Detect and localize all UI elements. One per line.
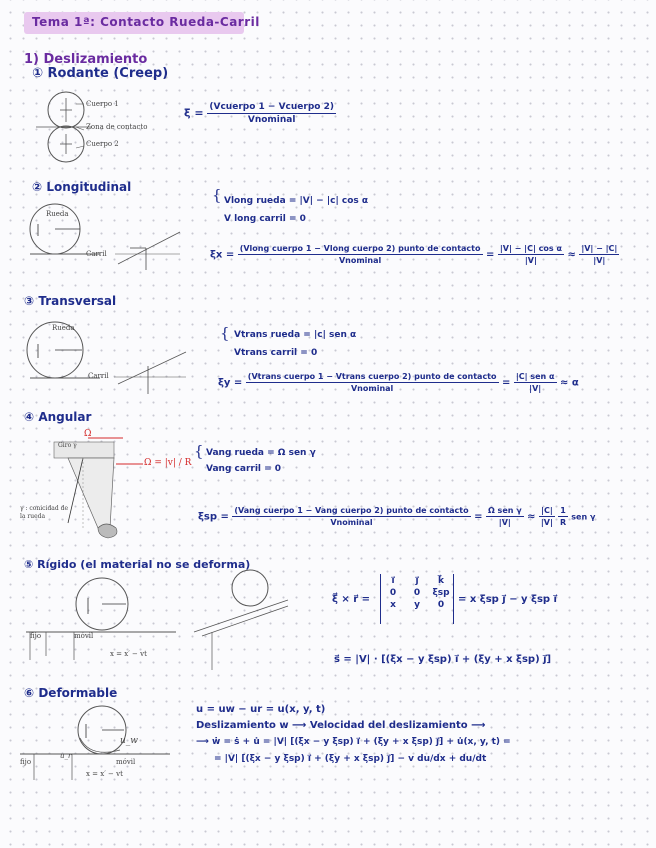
heading-transversal: ③ Transversal xyxy=(24,294,117,308)
label-movil-def: móvil xyxy=(116,758,136,766)
creep-fraction xyxy=(207,102,336,125)
label-xeq-def: x = x′ − vt xyxy=(86,770,123,778)
section-heading-deslizamiento: 1) Deslizamiento xyxy=(24,52,148,67)
label-body2: Cuerpo 2 xyxy=(86,140,119,148)
label-xeq-rig: x = x′ − vt xyxy=(110,650,147,658)
sys-trans-1: Vtrans rueda = |c| sen α xyxy=(234,330,357,340)
cross-lhs: ξ⃗ × r⃗ = xyxy=(332,594,371,605)
label-rueda-trans: Rueda xyxy=(52,324,75,332)
brace-long: { xyxy=(212,186,222,204)
brace-ang: { xyxy=(194,442,204,460)
creep-numerator: (Vcuerpo 1 − Vcuerpo 2) xyxy=(209,102,334,112)
sys-long-1: Vlong rueda = |V| − |c| cos α xyxy=(224,196,369,206)
page-title: Tema 1ª: Contacto Rueda-Carril xyxy=(32,15,260,29)
deform-line-2: Deslizamiento w ⟶ Velocidad del deslizamiento ⟶ xyxy=(196,720,486,731)
conicity-label: γ : conicidad de la rueda xyxy=(20,505,69,520)
label-carril-trans: Carril xyxy=(88,372,109,380)
creep-eq-lhs: ξ = xyxy=(184,106,204,120)
label-carril-long: Carril xyxy=(86,250,107,258)
xi-sp-equation: ξsp = $\frac{\text{(Vang cuerpo 1 − Vang cuerpo 2) punto de contacto}}{\text{Vnominal}}$ = $\frac{\text{Ω sen γ}}{|V|}$ ≈ $\frac{|C|}{|V|}$ $\frac{1}{R}$ sen γ xyxy=(198,506,596,527)
angular-figure xyxy=(28,428,188,538)
label-ur: u_r xyxy=(60,752,72,760)
brace-trans: { xyxy=(220,324,230,342)
sys-long-2: V long carril = 0 xyxy=(224,214,306,224)
xi-y-fraction: $\frac{\text{(Vtrans cuerpo 1 − Vtrans cuerpo 2) punto de contacto}}{\text{Vnominal}}$ xyxy=(247,372,497,393)
sys-ang-2: Vang carril = 0 xyxy=(206,464,282,474)
heading-deformable: ⑥ Deformable xyxy=(24,686,118,700)
label-uw: u_w xyxy=(120,736,138,746)
heading-rodante: ① Rodante (Creep) xyxy=(32,66,169,81)
label-fijo-rig: fijo xyxy=(30,632,42,640)
label-rueda-long: Rueda xyxy=(46,210,69,218)
xi-x-equation: ξx = $\frac{\text{(Vlong cuerpo 1 − Vlong cuerpo 2) punto de contacto}}{\text{Vnominal}}$ = $\frac{\text{|V| − |C| cos α}}{|V|}$ ≈ $\frac{|V| - |C|}{|V|}$ xyxy=(210,244,618,265)
label-fijo-def: fijo xyxy=(20,758,32,766)
xi-sp-fraction: $\frac{\text{(Vang cuerpo 1 − Vang cuerpo 2) punto de contacto}}{\text{Vnominal}}$ xyxy=(234,506,469,527)
xi-x-lhs: ξx = xyxy=(210,249,235,261)
heading-angular: ④ Angular xyxy=(24,410,92,424)
xi-y-mid-fraction: $\frac{\text{|C| sen α}}{|V|}$ xyxy=(515,372,555,393)
xi-x-numerator: (Vlong cuerpo 1 − Vlong cuerpo 2) punto de contacto xyxy=(239,244,481,253)
creep-denominator: Vnominal xyxy=(247,115,296,125)
creep-equation xyxy=(184,102,336,125)
xi-y-equation: ξy = $\frac{\text{(Vtrans cuerpo 1 − Vtrans cuerpo 2) punto de contacto}}{\text{Vnominal}}$ = $\frac{\text{|C| sen α}}{|V|}$ ≈ α xyxy=(218,372,579,393)
xi-x-fraction xyxy=(238,244,483,265)
rigido-figure xyxy=(26,570,316,680)
heading-longitudinal: ② Longitudinal xyxy=(32,180,132,194)
slip-vector-equation: s⃗ = |V| · [(ξx − y ξsp) i⃗ + (ξy + x ξsp) j⃗] xyxy=(334,654,552,665)
deform-line-1: u = uw − ur = u(x, y, t) xyxy=(196,704,326,715)
label-movil-rig: móvil xyxy=(74,632,94,640)
label-contact-zone: Zona de contacto xyxy=(86,123,148,131)
xi-x-right-fraction: $\frac{|V| - |C|}{|V|}$ xyxy=(581,244,618,265)
determinant-matrix xyxy=(380,574,454,624)
cross-rhs: = x ξsp j⃗ − y ξsp i⃗ xyxy=(458,594,557,605)
deform-line-4: = |V| [(ξx − y ξsp) i⃗ + (ξy + x ξsp) j⃗] − v du/dx + du/dt xyxy=(214,754,487,764)
giro-label: Giro γ xyxy=(58,442,77,449)
omega-equation: Ω = |v| / R xyxy=(144,458,192,468)
heading-rigido: ⑤ Rígido (el material no se deforma) xyxy=(24,558,251,571)
sys-ang-1: Vang rueda = Ω sen γ xyxy=(206,448,316,458)
determinant-grid: i⃗ j⃗ k⃗ 0 0 ξsp x y 0 xyxy=(389,576,450,610)
xi-x-denominator: Vnominal xyxy=(338,256,382,265)
xi-x-mid-fraction: $\frac{\text{|V| − |C| cos α}}{|V|}$ xyxy=(499,244,562,265)
omega-label: Ω xyxy=(84,429,92,439)
sys-trans-2: Vtrans carril = 0 xyxy=(234,348,318,358)
transversal-figure xyxy=(30,322,190,402)
label-body1: Cuerpo 1 xyxy=(86,100,119,108)
deform-line-3: ⟶ ẇ = ṡ + u̇ = |V| [(ξx − y ξsp) i⃗ + (ξy + x ξsp) j⃗] + u̇(x, y, t) = xyxy=(196,737,511,747)
